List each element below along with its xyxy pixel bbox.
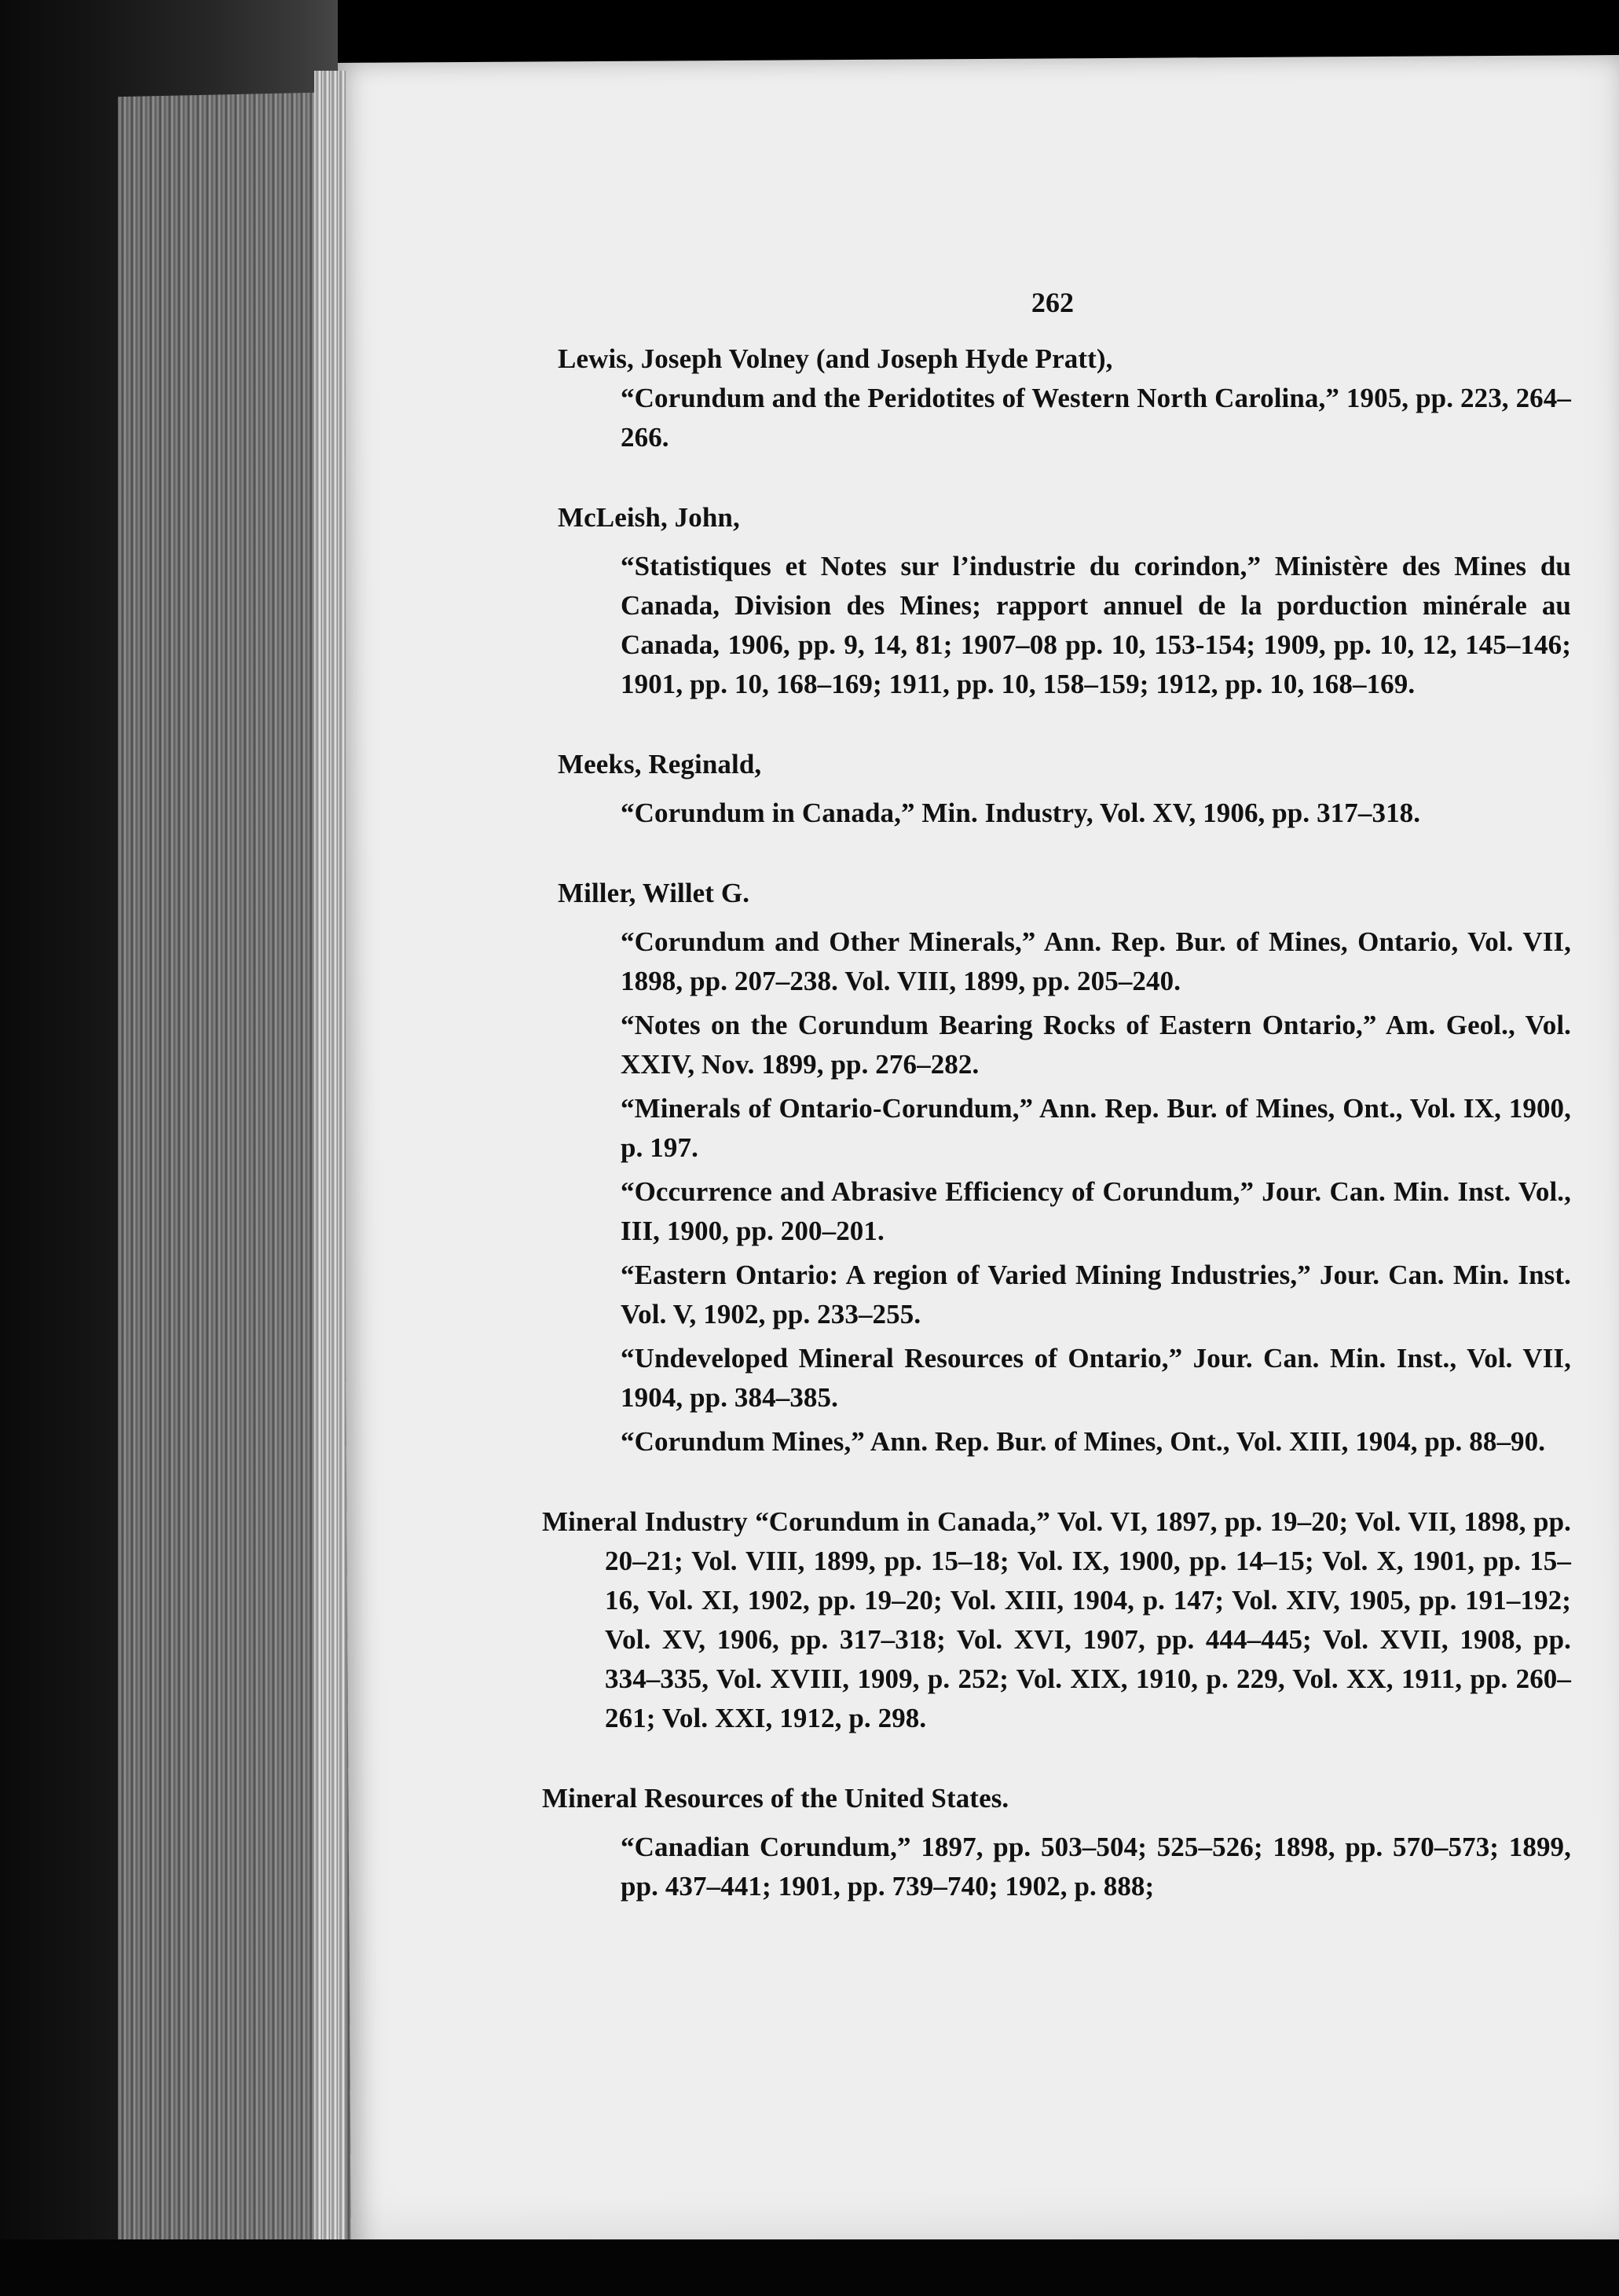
entry-lewis <box>534 339 1571 457</box>
entry-author: Lewis, Joseph Volney (and Joseph Hyde Pratt), <box>558 343 1113 374</box>
entry-mcleish <box>534 498 1571 704</box>
entry-author: Mineral Resources of the United States. <box>542 1783 1009 1814</box>
entry-reference: “Eastern Ontario: A region of Varied Mining Industries,” Jour. Can. Min. Inst. Vol. V, 1902, pp. 233–255. <box>621 1260 1571 1330</box>
entry-reference: “Corundum in Canada,” Min. Industry, Vol. XV, 1906, pp. 317–318. <box>621 798 1421 828</box>
page-number: 262 <box>1031 287 1075 318</box>
entry-reference: “Undeveloped Mineral Resources of Ontario,” Jour. Can. Min. Inst., Vol. VII, 1904, pp. 384–385. <box>621 1343 1571 1413</box>
entry-reference: “Canadian Corundum,” 1897, pp. 503–504; 525–526; 1898, pp. 570–573; 1899, pp. 437–441; 1901, pp. 739–740; 1902, p. 888; <box>621 1832 1571 1902</box>
entry-reference: “Notes on the Corundum Bearing Rocks of Eastern Ontario,” Am. Geol., Vol. XXIV, Nov. 1899, pp. 276–282. <box>621 1010 1571 1080</box>
entry-reference: “Statistiques et Notes sur l’industrie du corindon,” Ministère des Mines du Canada, Division des Mines; rapport annuel de la porduction minérale au Canada, 1906, pp. 9, 14, 81; 1907–08 pp. 10, 153-154; 1909, pp. 10, 12, 145–146; 1901, pp. 10, 168–169; 1911, pp. 10, 158–159; 1912, pp. 10, 168–169. <box>621 551 1571 699</box>
entry-meeks <box>534 745 1571 833</box>
entry-reference: Mineral Industry “Corundum in Canada,” Vol. VI, 1897, pp. 19–20; Vol. VII, 1898, pp. 20–21; Vol. VIII, 1899, pp. 15–18; Vol. IX, 1900, pp. 14–15; Vol. X, 1901, pp. 15–16, Vol. XI, 1902, pp. 19–20; Vol. XIII, 1904, p. 147; Vol. XIV, 1905, pp. 191–192; Vol. XV, 1906, pp. 317–318; Vol. XVI, 1907, pp. 444–445; Vol. XVII, 1908, pp. 334–335, Vol. XVIII, 1909, p. 252; Vol. XIX, 1910, p. 229, Vol. XX, 1911, pp. 260–261; Vol. XXI, 1912, p. 298. <box>542 1506 1571 1733</box>
entry-reference: “Minerals of Ontario-Corundum,” Ann. Rep. Bur. of Mines, Ont., Vol. IX, 1900, p. 197. <box>621 1093 1571 1163</box>
entry-author: McLeish, John, <box>558 502 740 533</box>
entry-author: Meeks, Reginald, <box>558 749 762 779</box>
entry-reference: “Corundum and Other Minerals,” Ann. Rep. Bur. of Mines, Ontario, Vol. VII, 1898, pp. 207–238. Vol. VIII, 1899, pp. 205–240. <box>621 926 1571 996</box>
bottom-background <box>0 2239 1619 2296</box>
entry-reference: “Corundum and the Peridotites of Western North Carolina,” 1905, pp. 223, 264–266. <box>621 383 1571 453</box>
entry-mineral-industry <box>534 1502 1571 1738</box>
page-text <box>534 267 1571 1947</box>
page-fold-edge <box>314 71 346 2263</box>
entry-mineral-resources <box>534 1779 1571 1906</box>
entry-reference: “Occurrence and Abrasive Efficiency of Corundum,” Jour. Can. Min. Inst. Vol., III, 1900, pp. 200–201. <box>621 1176 1571 1246</box>
entry-miller <box>534 874 1571 1462</box>
entry-reference: “Corundum Mines,” Ann. Rep. Bur. of Mines, Ont., Vol. XIII, 1904, pp. 88–90. <box>621 1426 1546 1457</box>
entry-author: Miller, Willet G. <box>558 878 750 908</box>
